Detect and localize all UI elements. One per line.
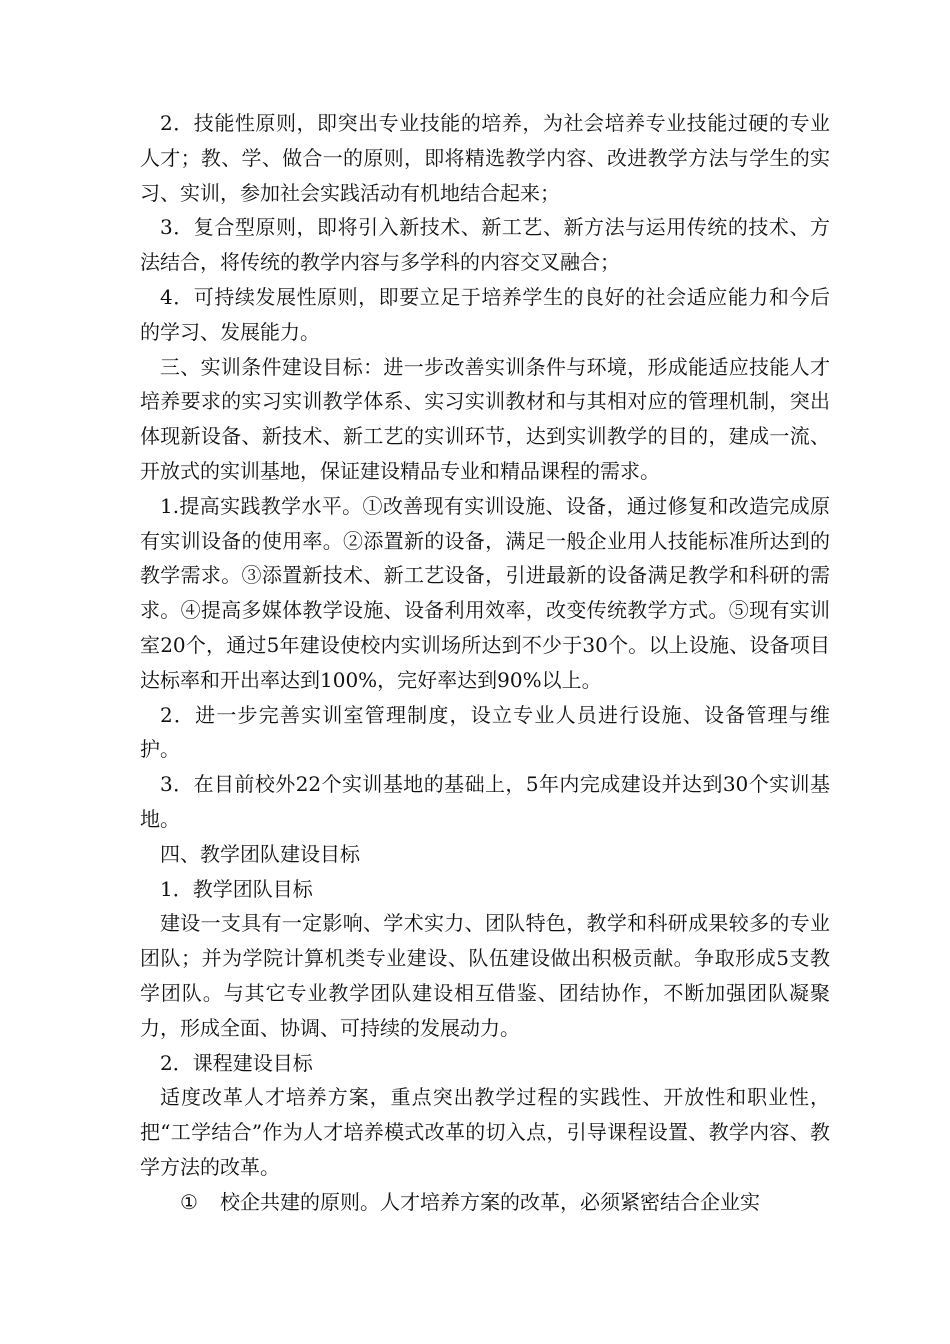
paragraph-principle-4: 4．可持续发展性原则，即要立足于培养学生的良好的社会适应能力和今后的学习、发展能力。 [140, 284, 830, 344]
paragraph-lab-management: 2．进一步完善实训室管理制度，设立专业人员进行设施、设备管理与维护。 [140, 702, 830, 762]
paragraph-team-goal: 建设一支具有一定影响、学术实力、团队特色，教学和科研成果较多的专业团队；并为学院计算机类专业建设、队伍建设做出积极贡献。争取形成5支教学团队。与其它专业教学团队建设相互借鉴、团结协作，不断加强团队凝聚力，形成全面、协调、可持续的发展动力。 [140, 911, 830, 1040]
paragraph-principle-2: 2．技能性原则，即突出专业技能的培养，为社会培养专业技能过硬的专业人才；教、学、做合一的原则，即将精选教学内容、改进教学方法与学生的实习、实训，参加社会实践活动有机地结合起来； [140, 111, 830, 205]
item-text: 校企共建的原则。人才培养方案的改革，必须紧密结合企业实 [220, 1189, 760, 1214]
paragraph-cooperation-principle [140, 1185, 830, 1220]
paragraph-course-goal: 适度改革人才培养方案，重点突出教学过程的实践性、开放性和职业性，把“工学结合”作为人才培养模式改革的切入点，引导课程设置、教学内容、教学方法的改革。 [140, 1085, 830, 1179]
heading-team-goal: 1．教学团队目标 [160, 876, 313, 901]
item-marker: ① [180, 1189, 198, 1214]
heading-course-goal: 2．课程建设目标 [160, 1050, 313, 1075]
document-body [140, 106, 830, 1220]
paragraph-principle-3: 3．复合型原则，即将引入新技术、新工艺、新方法与运用传统的技术、方法结合，将传统的教学内容与多学科的内容交叉融合； [140, 215, 830, 275]
paragraph-training-bases: 3．在目前校外22个实训基地的基础上，5年内完成建设并达到30个实训基地。 [140, 772, 830, 831]
paragraph-practice-level: 1.提高实践教学水平。①改善现有实训设施、设备，通过修复和改造完成原有实训设备的使用率。②添置新的设备，满足一般企业用人技能标准所达到的教学需求。③添置新技术、新工艺设备，引进最新的设备满足教学和科研的需求。④提高多媒体教学设施、设备利用效率，改变传统教学方式。⑤现有实训室20个，通过5年建设使校内实训场所达到不少于30个。以上设施、设备项目达标率和开出率达到100%，完好率达到90%以上。 [140, 493, 830, 692]
paragraph-section-3: 三、实训条件建设目标：进一步改善实训条件与环境，形成能适应技能人才培养要求的实习实训教学体系、实习实训教材和与其相对应的管理机制，突出体现新设备、新技术、新工艺的实训环节，达到实训教学的目的，建成一流、开放式的实训基地，保证建设精品专业和精品课程的需求。 [140, 354, 830, 483]
heading-section-4: 四、教学团队建设目标 [160, 841, 360, 866]
